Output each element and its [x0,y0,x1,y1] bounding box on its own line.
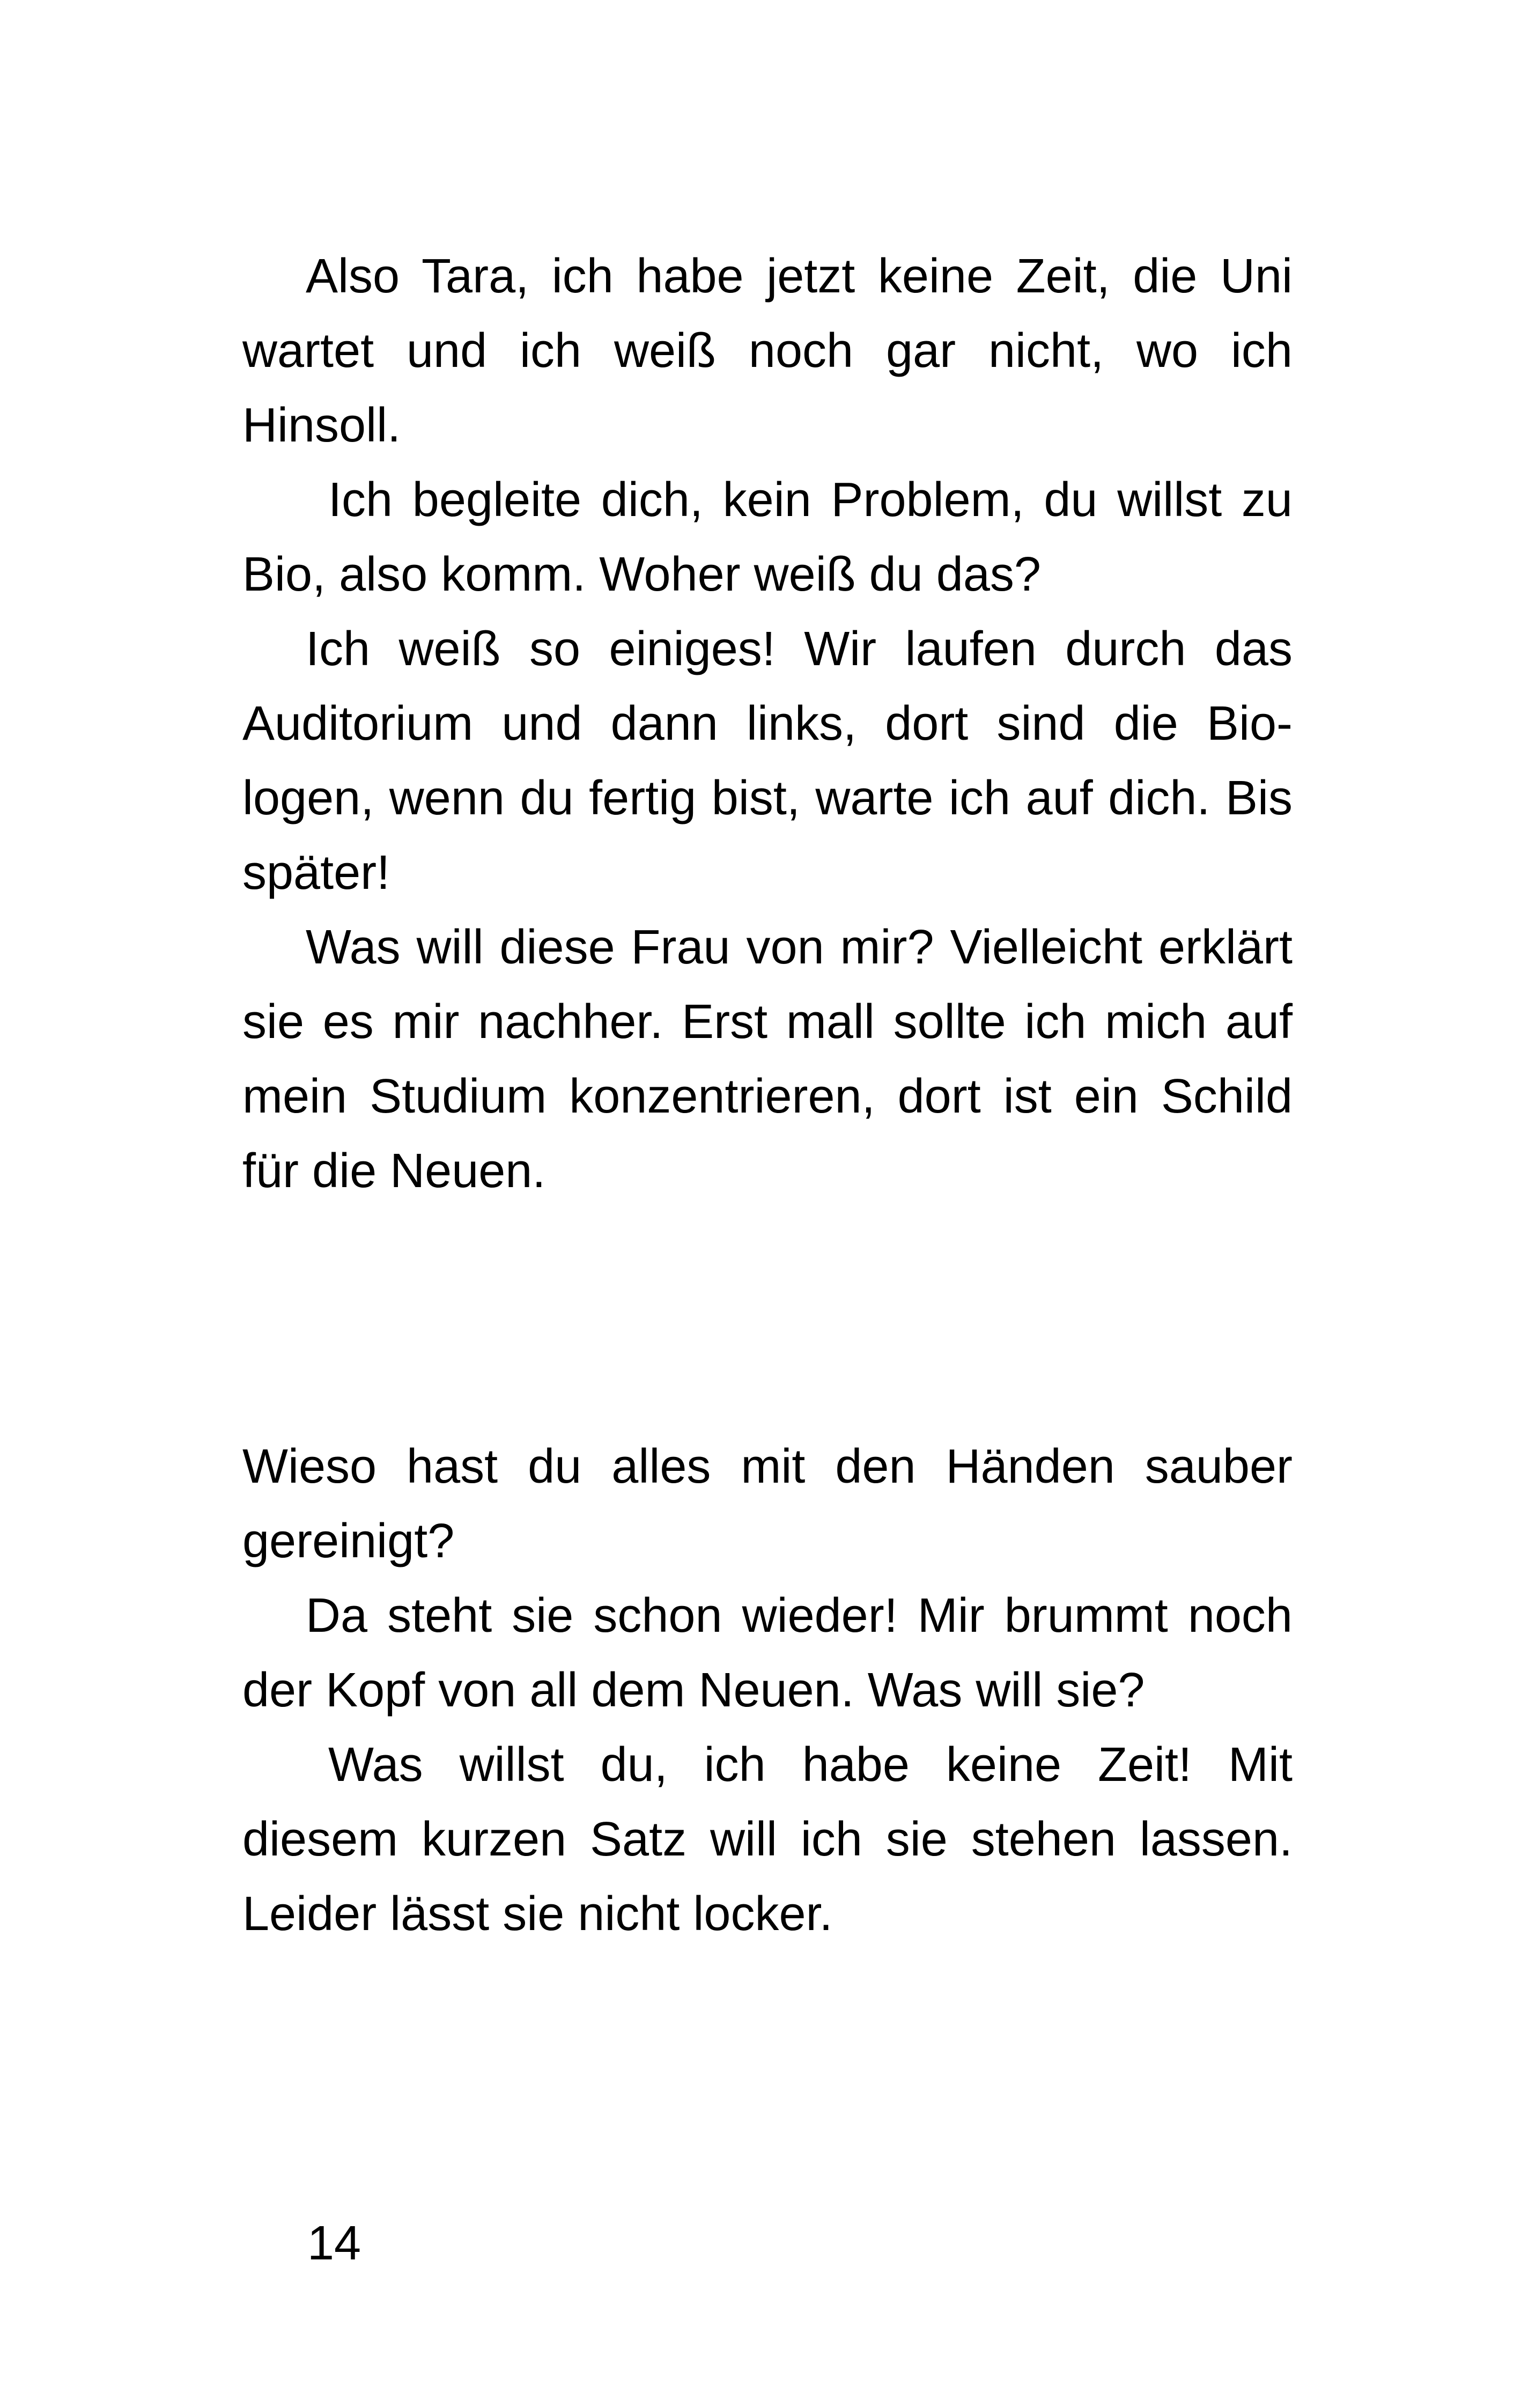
paragraph: Wieso hast du alles mit den Händen sauber gereinigt? [242,1440,1293,1568]
paragraph: Was willst du, ich habe keine Zeit! Mit diesem kurzen Satz will ich sie stehen lassen. Leider lässt sie nicht locker. [242,1738,1293,1941]
text-section-one [242,239,1293,1209]
page-number: 14 [307,2216,361,2270]
paragraph: Also Tara, ich habe jetzt keine Zeit, die Uni wartet und ich weiß noch gar nicht, wo ich Hinsoll. [242,249,1293,452]
text-section-two [242,1430,1293,1952]
paragraph: Da steht sie schon wieder! Mir brummt noch der Kopf von all dem Neuen. Was will sie? [242,1589,1293,1717]
paragraph: Was will diese Frau von mir? Vielleicht erklärt sie es mir nachher. Erst mall sollte ich mich auf mein Studium konzentrieren, dort ist ein Schild für die Neuen. [242,921,1293,1198]
paragraph: Ich weiß so einiges! Wir laufen durch das Auditorium und dann links, dort sind die Bio-logen, wenn du fertig bist, warte ich auf dich. Bis später! [242,622,1293,900]
paragraph: Ich begleite dich, kein Problem, du willst zu Bio, also komm. Woher weiß du das? [242,473,1293,601]
